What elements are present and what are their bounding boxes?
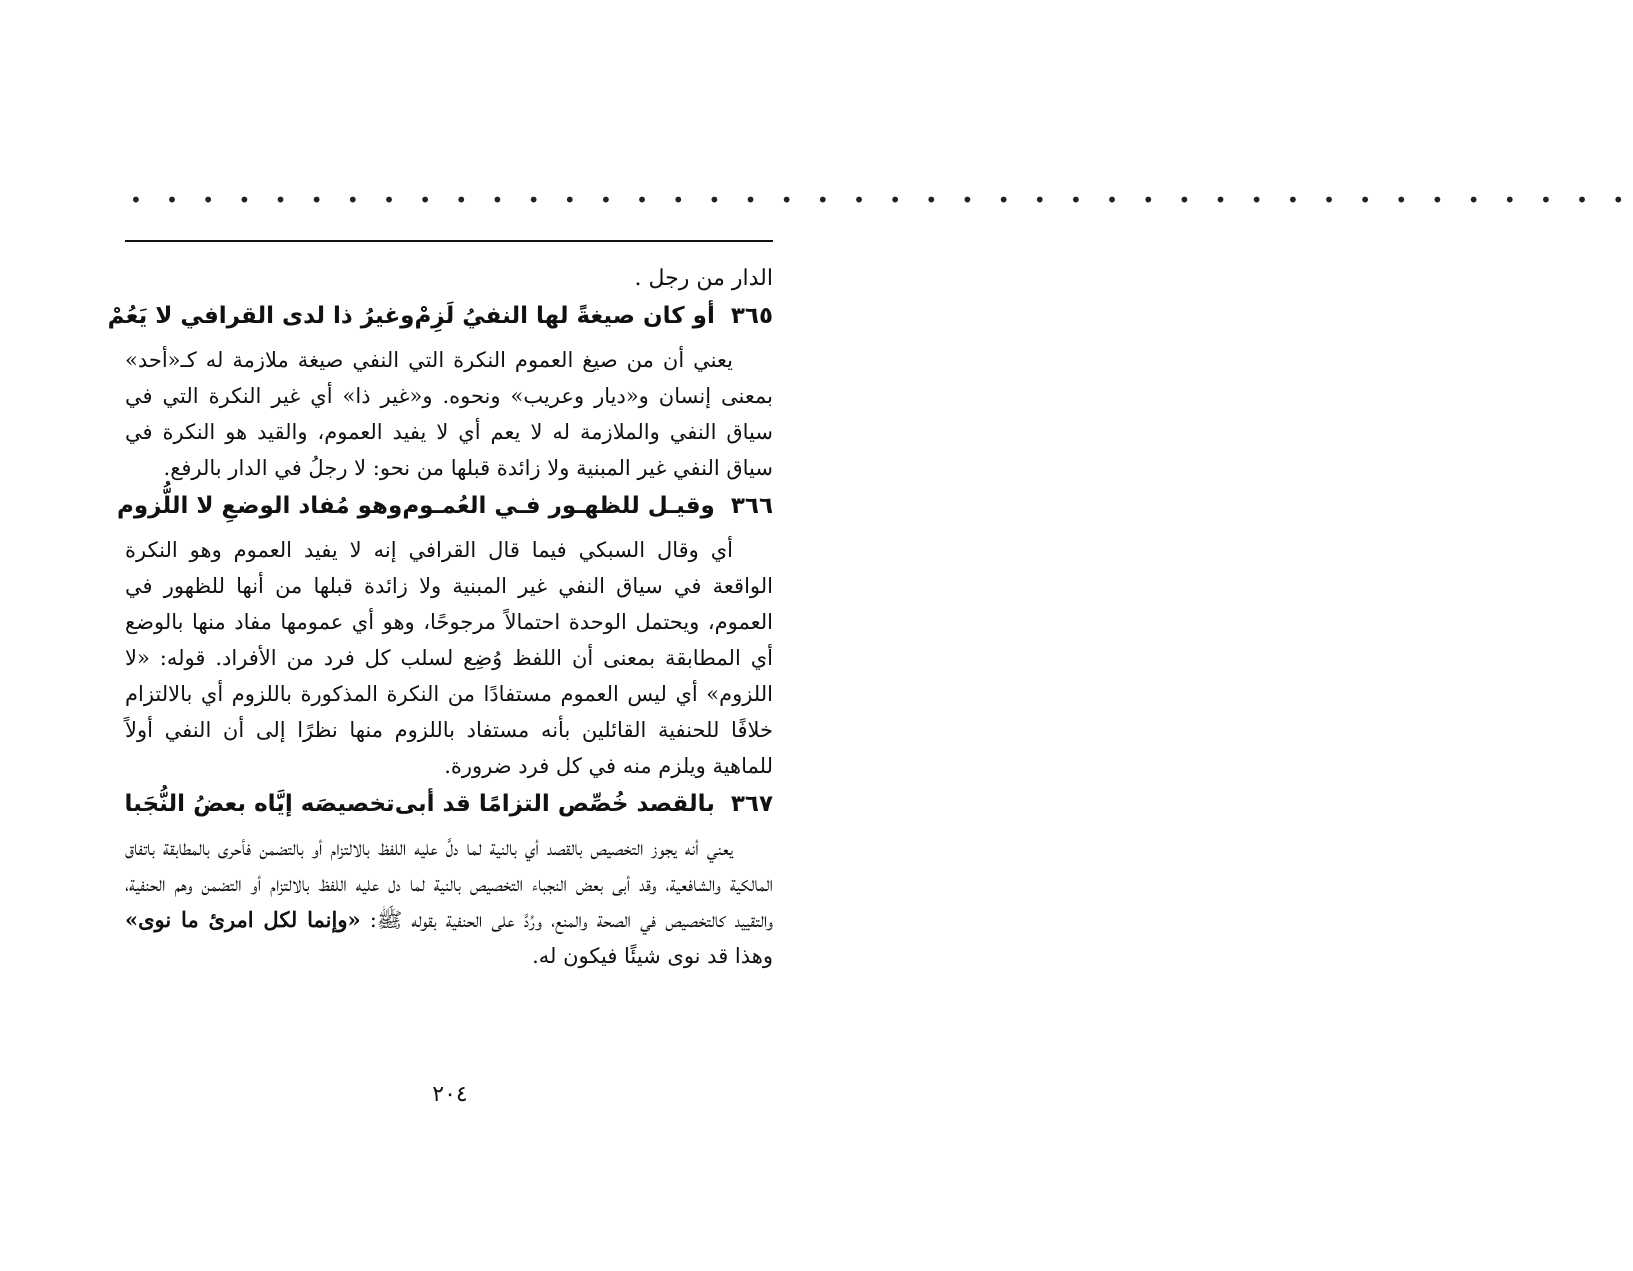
verse-first-half-text: بالقصد خُصِّص التزامًا قد أبى	[394, 791, 715, 817]
commentary-paragraph: يعني أن من صيغ العموم النكرة التي النفي صيغة ملازمة له كـ«أحد» بمعنى إنسان و«ديار وعريب» ونحوه. و«غير ذا» أي غير النكرة التي في سياق النفي والملازمة له لا يعم أي لا يفيد العموم، والقيد هو النكرة في سياق النفي غير المبنية ولا زائدة قبلها من نحو: لا رجلُ في الدار بالرفع.	[125, 348, 773, 480]
verse-first-half-text: أو كان صيغةً لها النفيُ لَزِمْ	[414, 303, 715, 329]
page-content	[107, 262, 773, 974]
verse-number: ٣٦٧	[730, 791, 773, 817]
verse-first-half	[414, 296, 773, 336]
continuation-line: الدار من رجل .	[634, 266, 773, 291]
verse-second-half: وهو مُفاد الوضعِ لا اللُّزوم	[117, 493, 403, 519]
verse-367	[125, 784, 773, 824]
verse-first-half	[395, 784, 773, 824]
commentary-text: يعني أنه يجوز التخصيص بالقصد أي بالنية لما دلَّ عليه اللفظ بالالتزام أو بالتضمن فأحرى بالمطابقة باتفاق المالكية والشافعية، وقد أبى بعض النجباء التخصيص بالنية لما دل عليه اللفظ بالالتزام أو التضمن وهم الحنفية، والتقييد كالتخصيص في الصحة والمنع، ورُدَّ على الحنفية بقوله ﷺ:	[125, 836, 773, 932]
verse-second-half: تخصيصَه إيَّاه بعضُ النُّجَبا	[124, 791, 395, 817]
page-number: ٢٠٤	[432, 1082, 468, 1107]
verse-first-half-text: وقيـل للظهـور فـي العُمـوم	[402, 493, 715, 519]
commentary-paragraph	[125, 830, 773, 974]
commentary-paragraph: أي وقال السبكي فيما قال القرافي إنه لا يفيد العموم وهو النكرة الواقعة في سياق النفي غير المبنية ولا زائدة قبلها من أنها للظهور في العموم، ويحتمل الوحدة احتمالاً مرجوحًا، وهو أي عمومها مفاد منها بالوضع أي المطابقة بمعنى أن اللفظ وُضِع لسلب كل فرد من الأفراد. قوله: «لا اللزوم» أي ليس العموم مستفادًا من النكرة المذكورة باللزوم أي بالالتزام خلافًا للحنفية القائلين بأنه مستفاد باللزوم منها نظرًا إلى أن النفي أولاً للماهية ويلزم منه في كل فرد ضرورة.	[125, 538, 773, 778]
verse-365	[107, 296, 773, 336]
commentary-text-end: وهذا قد نوى شيئًا فيكون له.	[532, 944, 773, 968]
verse-number: ٣٦٥	[730, 303, 773, 329]
horizontal-rule	[125, 240, 773, 242]
verse-first-half	[402, 486, 773, 526]
hadith-quote: «وإنما لكل امرئ ما نوى»	[125, 907, 361, 932]
verse-second-half: وغيرُ ذا لدى القرافي لا يَعُمْ	[107, 303, 415, 329]
dotted-separator: • • • • • • • • • • • • • • • • • • • • • • • • • • • • • • • • • • • • • • • • • •	[130, 188, 1633, 212]
verse-366	[117, 486, 773, 526]
verse-number: ٣٦٦	[730, 493, 773, 519]
